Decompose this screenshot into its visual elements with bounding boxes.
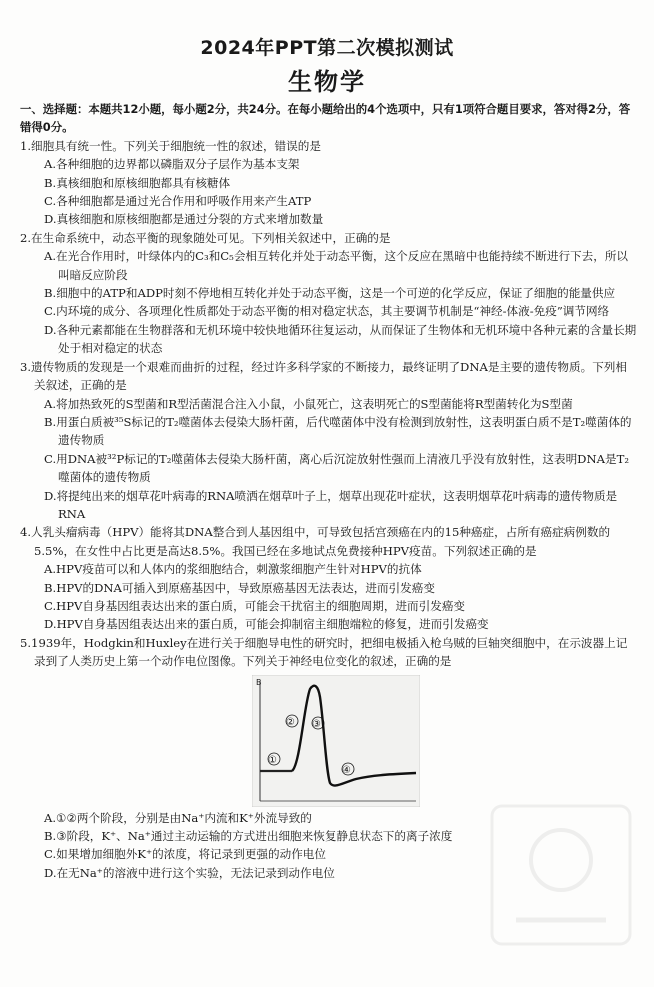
option-c: C.HPV自身基因组表达出来的蛋白质，可能会干扰宿主的细胞周期，进而引发癌变 xyxy=(44,598,466,613)
action-potential-figure xyxy=(252,675,420,807)
question-stem: 4.人乳头瘤病毒（HPV）能将其DNA整合到人基因组中，可导致包括宫颈癌在内的15种癌症，占所有癌症病例数的5.5%，在女性中占比更是高达8.5%。我国已经在多地试点免费接种HPV疫苗。下列叙述正确的是 xyxy=(20,525,611,558)
phase-3-label: ③ xyxy=(312,718,321,730)
phase-1-label: ① xyxy=(268,754,277,766)
question-1 xyxy=(20,137,638,229)
section-heading: 一、选择题：本题共12小题，每小题2分，共24分。在每小题给出的4个选项中，只有1项符合题目要求，答对得2分，答错得0分。 xyxy=(20,102,631,135)
question-stem: 5.1939年，Hodgkin和Huxley在进行关于细胞导电性的研究时，把细电极插入枪乌贼的巨轴突细胞中，在示波器上记录到了人类历史上第一个动作电位图像。下列关于神经电位变化的叙述，正确的是 xyxy=(20,635,628,669)
option-d: D.将提纯出来的烟草花叶病毒的RNA喷洒在烟草叶子上，烟草出现花叶症状，这表明烟草花叶病毒的遗传物质是RNA xyxy=(44,488,618,521)
option-b: B.细胞中的ATP和ADP时刻不停地相互转化并处于动态平衡，这是一个可逆的化学反应，保证了细胞的能量供应 xyxy=(44,286,616,301)
option-c: C.用DNA被³²P标记的T₂噬菌体去侵染大肠杆菌，离心后沉淀放射性强而上清液几乎没有放射性，这表明DNA是T₂噬菌体的遗传物质 xyxy=(44,451,629,485)
option-c: C.如果增加细胞外K⁺的浓度，将记录到更强的动作电位 xyxy=(44,847,326,862)
option-c: C.各种细胞都是通过光合作用和呼吸作用来产生ATP xyxy=(44,194,312,209)
option-b: B.用蛋白质被³⁵S标记的T₂噬菌体去侵染大肠杆菌，后代噬菌体中没有检测到放射性，这表明蛋白质不是T₂噬菌体的遗传物质 xyxy=(44,414,632,448)
option-a: A.①②两个阶段，分别是由Na⁺内流和K⁺外流导致的 xyxy=(44,810,312,825)
watermark-logo xyxy=(486,800,636,950)
option-d: D.真核细胞和原核细胞都是通过分裂的方式来增加数量 xyxy=(44,212,324,227)
question-3 xyxy=(20,358,638,524)
question-stem: 2.在生命系统中，动态平衡的现象随处可见。下列相关叙述中，正确的是 xyxy=(20,230,391,245)
option-d: D.在无Na⁺的溶液中进行这个实验，无法记录到动作电位 xyxy=(44,865,335,880)
exam-content xyxy=(20,100,638,882)
option-a: A.各种细胞的边界都以磷脂双分子层作为基本支架 xyxy=(44,157,300,172)
option-b: B.③阶段，K⁺、Na⁺通过主动运输的方式进出细胞来恢复静息状态下的离子浓度 xyxy=(44,829,453,843)
question-stem: 3.遗传物质的发现是一个艰难而曲折的过程，经过许多科学家的不断接力，最终证明了DNA是主要的遗传物质。下列相关叙述，正确的是 xyxy=(20,359,627,393)
question-stem: 1.细胞具有统一性。下列关于细胞统一性的叙述，错误的是 xyxy=(20,138,321,153)
option-b: B.HPV的DNA可插入到原癌基因中，导致原癌基因无法表达，进而引发癌变 xyxy=(44,580,435,595)
exam-title: 2024年PPT第二次模拟测试 xyxy=(200,37,454,59)
option-d: D.HPV自身基因组表达出来的蛋白质，可能会抑制宿主细胞端粒的修复，进而引发癌变 xyxy=(44,617,489,632)
option-c: C.内环境的成分、各项理化性质都处于动态平衡的相对稳定状态，其主要调节机制是“神经-体液-免疫”调节网络 xyxy=(44,304,610,319)
subject-title: 生物学 xyxy=(288,68,366,96)
option-a: A.HPV疫苗可以和人体内的浆细胞结合，刺激浆细胞产生针对HPV的抗体 xyxy=(44,562,422,577)
option-b: B.真核细胞和原核细胞都具有核糖体 xyxy=(44,175,231,190)
phase-4-label: ④ xyxy=(342,764,351,776)
option-a: A.将加热致死的S型菌和R型活菌混合注入小鼠，小鼠死亡，这表明死亡的S型菌能将R型菌转化为S型菌 xyxy=(44,396,573,411)
question-4 xyxy=(20,523,638,633)
option-d: D.各种元素都能在生物群落和无机环境中较快地循环往复运动，从而保证了生物体和无机环境中各种元素的含量长期处于相对稳定的状态 xyxy=(44,322,637,356)
option-a: A.在光合作用时，叶绿体内的C₃和C₅会相互转化并处于动态平衡，这个反应在黑暗中也能持续不断进行下去，所以叫暗反应阶段 xyxy=(44,249,629,282)
axis-corner-label: B xyxy=(256,677,262,687)
question-2 xyxy=(20,229,638,358)
action-potential-graph xyxy=(252,675,420,807)
phase-2-label: ② xyxy=(286,716,295,728)
